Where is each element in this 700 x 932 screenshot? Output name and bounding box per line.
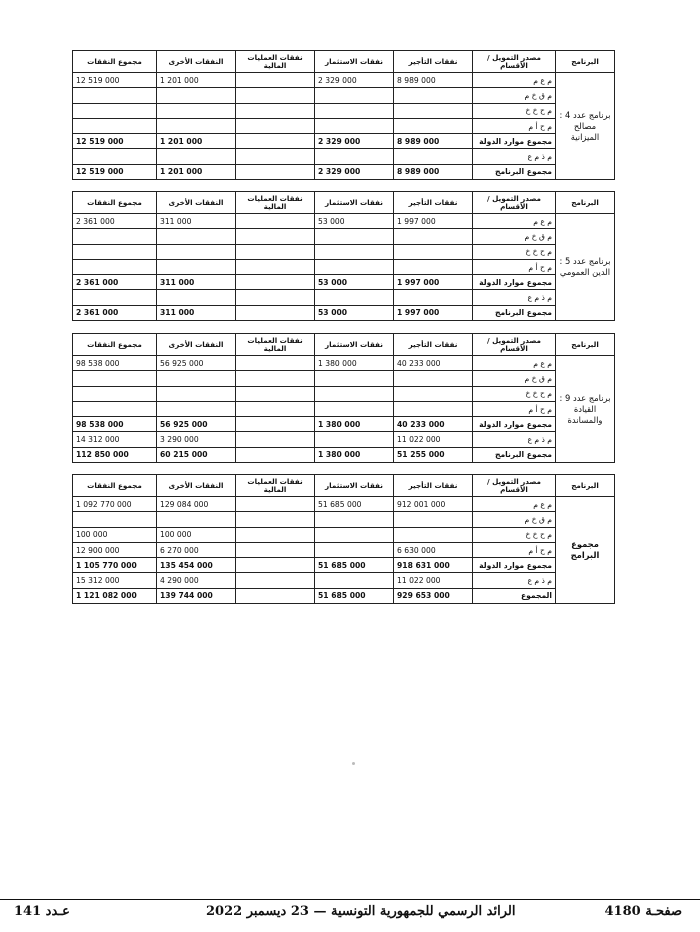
cell-tajir xyxy=(394,527,473,542)
column-header: مصدر التمويل / الأقسام xyxy=(473,192,556,214)
cell-funding-source: م ع م xyxy=(473,497,556,512)
cell-maliya xyxy=(236,229,315,244)
cell-total xyxy=(73,290,157,305)
cell-tajir: 8 989 000 xyxy=(394,134,473,149)
cell-tajir xyxy=(394,259,473,274)
cell-total: 100 000 xyxy=(73,527,157,542)
cell-tajir xyxy=(394,401,473,416)
table-row xyxy=(73,88,615,103)
table-row xyxy=(73,149,615,164)
column-header: نفقات الاستثمار xyxy=(315,51,394,73)
cell-tajir xyxy=(394,103,473,118)
table-row xyxy=(73,259,615,274)
cell-maliya xyxy=(236,73,315,88)
table-row xyxy=(73,417,615,432)
cell-total xyxy=(73,259,157,274)
cell-maliya xyxy=(236,164,315,179)
table-row xyxy=(73,497,615,512)
column-header: البرنامج xyxy=(556,475,615,497)
cell-tajir xyxy=(394,88,473,103)
column-header: مجموع النفقات xyxy=(73,51,157,73)
cell-maliya xyxy=(236,290,315,305)
cell-istithmar: 51 685 000 xyxy=(315,497,394,512)
cell-total xyxy=(73,118,157,133)
cell-ukhra xyxy=(157,88,236,103)
column-header: نفقات العمليات المالية xyxy=(236,334,315,356)
column-header: مجموع النفقات xyxy=(73,192,157,214)
table-row xyxy=(73,573,615,588)
table-row xyxy=(73,558,615,573)
column-header: نفقات التأجير xyxy=(394,51,473,73)
cell-istithmar xyxy=(315,244,394,259)
cell-funding-source: مجموع البرنامج xyxy=(473,447,556,462)
cell-tajir: 8 989 000 xyxy=(394,73,473,88)
budget-table-4 xyxy=(72,474,615,604)
cell-istithmar xyxy=(315,371,394,386)
page-number: صفحـة 4180 xyxy=(604,904,682,919)
column-header: نفقات العمليات المالية xyxy=(236,475,315,497)
budget-table-1 xyxy=(72,50,615,180)
cell-tajir: 40 233 000 xyxy=(394,356,473,371)
cell-total: 112 850 000 xyxy=(73,447,157,462)
cell-total xyxy=(73,244,157,259)
cell-istithmar xyxy=(315,527,394,542)
cell-istithmar xyxy=(315,118,394,133)
cell-ukhra xyxy=(157,244,236,259)
cell-funding-source: م ح أ م xyxy=(473,259,556,274)
cell-funding-source: م ع م xyxy=(473,214,556,229)
cell-tajir: 11 022 000 xyxy=(394,432,473,447)
cell-tajir xyxy=(394,229,473,244)
cell-ukhra: 56 925 000 xyxy=(157,417,236,432)
cell-istithmar: 51 685 000 xyxy=(315,588,394,603)
column-header: النفقات الأخرى xyxy=(157,475,236,497)
cell-istithmar: 53 000 xyxy=(315,214,394,229)
cell-total xyxy=(73,229,157,244)
cell-ukhra xyxy=(157,103,236,118)
cell-ukhra: 129 084 000 xyxy=(157,497,236,512)
cell-istithmar xyxy=(315,542,394,557)
cell-tajir: 6 630 000 xyxy=(394,542,473,557)
cell-maliya xyxy=(236,573,315,588)
cell-funding-source: م ح أ م xyxy=(473,542,556,557)
cell-tajir xyxy=(394,386,473,401)
table-row xyxy=(73,305,615,320)
table-header-row xyxy=(73,475,615,497)
cell-ukhra: 311 000 xyxy=(157,275,236,290)
cell-istithmar: 2 329 000 xyxy=(315,134,394,149)
cell-total: 1 121 082 000 xyxy=(73,588,157,603)
cell-total xyxy=(73,386,157,401)
cell-funding-source: م ح أ م xyxy=(473,401,556,416)
cell-total: 12 519 000 xyxy=(73,164,157,179)
cell-maliya xyxy=(236,512,315,527)
cell-tajir xyxy=(394,290,473,305)
cell-maliya xyxy=(236,401,315,416)
cell-istithmar: 2 329 000 xyxy=(315,164,394,179)
cell-maliya xyxy=(236,432,315,447)
table-header-row xyxy=(73,334,615,356)
journal-title: الرائد الرسمي للجمهورية التونسية — 23 ديسمبر 2022 xyxy=(206,904,516,919)
table-row xyxy=(73,432,615,447)
cell-istithmar: 51 685 000 xyxy=(315,558,394,573)
cell-maliya xyxy=(236,356,315,371)
column-header: مصدر التمويل / الأقسام xyxy=(473,475,556,497)
cell-funding-source: مجموع موارد الدولة xyxy=(473,558,556,573)
cell-funding-source: مجموع موارد الدولة xyxy=(473,275,556,290)
cell-maliya xyxy=(236,447,315,462)
column-header: البرنامج xyxy=(556,192,615,214)
cell-funding-source: م ذ م ع xyxy=(473,149,556,164)
cell-total: 12 519 000 xyxy=(73,73,157,88)
cell-funding-source: م ذ م ع xyxy=(473,290,556,305)
cell-funding-source: مجموع البرنامج xyxy=(473,305,556,320)
cell-tajir: 929 653 000 xyxy=(394,588,473,603)
program-name: برنامج عدد 9 : القيادة والمساندة xyxy=(556,356,615,463)
cell-ukhra: 1 201 000 xyxy=(157,164,236,179)
cell-ukhra xyxy=(157,259,236,274)
table-row xyxy=(73,512,615,527)
table-row xyxy=(73,229,615,244)
column-header: مجموع النفقات xyxy=(73,334,157,356)
cell-funding-source: م ق خ م xyxy=(473,88,556,103)
column-header: النفقات الأخرى xyxy=(157,192,236,214)
cell-maliya xyxy=(236,244,315,259)
cell-tajir: 51 255 000 xyxy=(394,447,473,462)
cell-funding-source: المجموع xyxy=(473,588,556,603)
issue-number: عـدد 141 xyxy=(14,904,70,919)
cell-total: 12 900 000 xyxy=(73,542,157,557)
cell-maliya xyxy=(236,542,315,557)
cell-total: 12 519 000 xyxy=(73,134,157,149)
cell-istithmar: 53 000 xyxy=(315,275,394,290)
table-row xyxy=(73,401,615,416)
table-row xyxy=(73,542,615,557)
table-row xyxy=(73,588,615,603)
column-header: نفقات العمليات المالية xyxy=(236,192,315,214)
cell-total: 1 105 770 000 xyxy=(73,558,157,573)
cell-ukhra xyxy=(157,371,236,386)
cell-funding-source: م ق خ م xyxy=(473,371,556,386)
cell-maliya xyxy=(236,497,315,512)
cell-ukhra xyxy=(157,118,236,133)
cell-ukhra: 135 454 000 xyxy=(157,558,236,573)
cell-tajir: 918 631 000 xyxy=(394,558,473,573)
cell-ukhra: 100 000 xyxy=(157,527,236,542)
table-row xyxy=(73,118,615,133)
cell-ukhra xyxy=(157,149,236,164)
cell-ukhra: 1 201 000 xyxy=(157,73,236,88)
cell-maliya xyxy=(236,88,315,103)
cell-tajir xyxy=(394,371,473,386)
cell-ukhra: 3 290 000 xyxy=(157,432,236,447)
cell-total: 14 312 000 xyxy=(73,432,157,447)
cell-istithmar xyxy=(315,259,394,274)
cell-total xyxy=(73,512,157,527)
cell-ukhra xyxy=(157,512,236,527)
cell-funding-source: مجموع موارد الدولة xyxy=(473,417,556,432)
program-name: برنامج عدد 5 : الدين العمومي xyxy=(556,214,615,321)
cell-maliya xyxy=(236,417,315,432)
table-row xyxy=(73,134,615,149)
cell-tajir xyxy=(394,512,473,527)
cell-maliya xyxy=(236,305,315,320)
cell-istithmar xyxy=(315,229,394,244)
budget-table-3 xyxy=(72,333,615,463)
scan-speck xyxy=(352,762,355,765)
cell-ukhra xyxy=(157,290,236,305)
program-name: مجموع البرامج xyxy=(556,497,615,604)
table-row xyxy=(73,371,615,386)
cell-total: 98 538 000 xyxy=(73,356,157,371)
cell-tajir: 1 997 000 xyxy=(394,305,473,320)
column-header: مجموع النفقات xyxy=(73,475,157,497)
cell-tajir: 11 022 000 xyxy=(394,573,473,588)
cell-maliya xyxy=(236,134,315,149)
cell-istithmar xyxy=(315,401,394,416)
cell-tajir xyxy=(394,149,473,164)
cell-istithmar xyxy=(315,88,394,103)
cell-tajir xyxy=(394,118,473,133)
cell-funding-source: م ذ م ع xyxy=(473,573,556,588)
column-header: مصدر التمويل / الأقسام xyxy=(473,334,556,356)
footer-rule xyxy=(0,899,700,900)
cell-maliya xyxy=(236,371,315,386)
cell-ukhra: 139 744 000 xyxy=(157,588,236,603)
column-header: نفقات الاستثمار xyxy=(315,334,394,356)
cell-maliya xyxy=(236,103,315,118)
cell-istithmar xyxy=(315,573,394,588)
cell-tajir: 8 989 000 xyxy=(394,164,473,179)
cell-istithmar: 1 380 000 xyxy=(315,447,394,462)
table-header-row xyxy=(73,51,615,73)
cell-istithmar xyxy=(315,432,394,447)
cell-istithmar xyxy=(315,386,394,401)
cell-tajir xyxy=(394,244,473,259)
cell-ukhra: 56 925 000 xyxy=(157,356,236,371)
cell-maliya xyxy=(236,558,315,573)
cell-funding-source: مجموع البرنامج xyxy=(473,164,556,179)
cell-ukhra: 311 000 xyxy=(157,214,236,229)
cell-funding-source: م ق خ م xyxy=(473,229,556,244)
cell-tajir: 40 233 000 xyxy=(394,417,473,432)
cell-ukhra: 60 215 000 xyxy=(157,447,236,462)
cell-maliya xyxy=(236,149,315,164)
cell-maliya xyxy=(236,259,315,274)
table-row xyxy=(73,214,615,229)
cell-istithmar: 1 380 000 xyxy=(315,417,394,432)
cell-maliya xyxy=(236,386,315,401)
budget-table-2 xyxy=(72,191,615,321)
cell-funding-source: م ذ م ع xyxy=(473,432,556,447)
table-row xyxy=(73,103,615,118)
column-header: نفقات التأجير xyxy=(394,334,473,356)
cell-maliya xyxy=(236,588,315,603)
cell-ukhra xyxy=(157,229,236,244)
table-header-row xyxy=(73,192,615,214)
table-row xyxy=(73,164,615,179)
table-row xyxy=(73,356,615,371)
cell-funding-source: م ح خ خ xyxy=(473,103,556,118)
cell-ukhra: 4 290 000 xyxy=(157,573,236,588)
column-header: النفقات الأخرى xyxy=(157,51,236,73)
cell-istithmar: 1 380 000 xyxy=(315,356,394,371)
column-header: نفقات التأجير xyxy=(394,475,473,497)
cell-total: 2 361 000 xyxy=(73,275,157,290)
program-name: برنامج عدد 4 : مصالح الميزانية xyxy=(556,73,615,180)
cell-funding-source: م ح أ م xyxy=(473,118,556,133)
cell-funding-source: م ع م xyxy=(473,356,556,371)
table-row xyxy=(73,275,615,290)
column-header: نفقات الاستثمار xyxy=(315,475,394,497)
table-row xyxy=(73,290,615,305)
cell-ukhra xyxy=(157,386,236,401)
cell-total: 2 361 000 xyxy=(73,305,157,320)
cell-total xyxy=(73,401,157,416)
cell-istithmar xyxy=(315,512,394,527)
cell-tajir: 1 997 000 xyxy=(394,275,473,290)
column-header: نفقات العمليات المالية xyxy=(236,51,315,73)
table-row xyxy=(73,447,615,462)
cell-funding-source: م ق خ م xyxy=(473,512,556,527)
cell-total xyxy=(73,103,157,118)
cell-maliya xyxy=(236,118,315,133)
cell-funding-source: م ح خ خ xyxy=(473,527,556,542)
cell-istithmar: 2 329 000 xyxy=(315,73,394,88)
cell-tajir: 1 997 000 xyxy=(394,214,473,229)
cell-ukhra: 1 201 000 xyxy=(157,134,236,149)
cell-funding-source: م ع م xyxy=(473,73,556,88)
cell-funding-source: مجموع موارد الدولة xyxy=(473,134,556,149)
cell-tajir: 912 001 000 xyxy=(394,497,473,512)
cell-ukhra: 6 270 000 xyxy=(157,542,236,557)
cell-total xyxy=(73,149,157,164)
cell-total: 15 312 000 xyxy=(73,573,157,588)
cell-istithmar xyxy=(315,149,394,164)
cell-funding-source: م ح خ خ xyxy=(473,244,556,259)
column-header: نفقات التأجير xyxy=(394,192,473,214)
cell-total: 2 361 000 xyxy=(73,214,157,229)
cell-total: 98 538 000 xyxy=(73,417,157,432)
cell-total xyxy=(73,371,157,386)
column-header: البرنامج xyxy=(556,334,615,356)
cell-ukhra xyxy=(157,401,236,416)
cell-istithmar xyxy=(315,103,394,118)
table-row xyxy=(73,244,615,259)
cell-maliya xyxy=(236,527,315,542)
cell-istithmar: 53 000 xyxy=(315,305,394,320)
table-row xyxy=(73,386,615,401)
column-header: النفقات الأخرى xyxy=(157,334,236,356)
cell-ukhra: 311 000 xyxy=(157,305,236,320)
column-header: البرنامج xyxy=(556,51,615,73)
cell-funding-source: م ح خ خ xyxy=(473,386,556,401)
cell-total xyxy=(73,88,157,103)
column-header: نفقات الاستثمار xyxy=(315,192,394,214)
cell-maliya xyxy=(236,214,315,229)
table-row xyxy=(73,527,615,542)
column-header: مصدر التمويل / الأقسام xyxy=(473,51,556,73)
cell-maliya xyxy=(236,275,315,290)
table-row xyxy=(73,73,615,88)
cell-total: 1 092 770 000 xyxy=(73,497,157,512)
cell-istithmar xyxy=(315,290,394,305)
